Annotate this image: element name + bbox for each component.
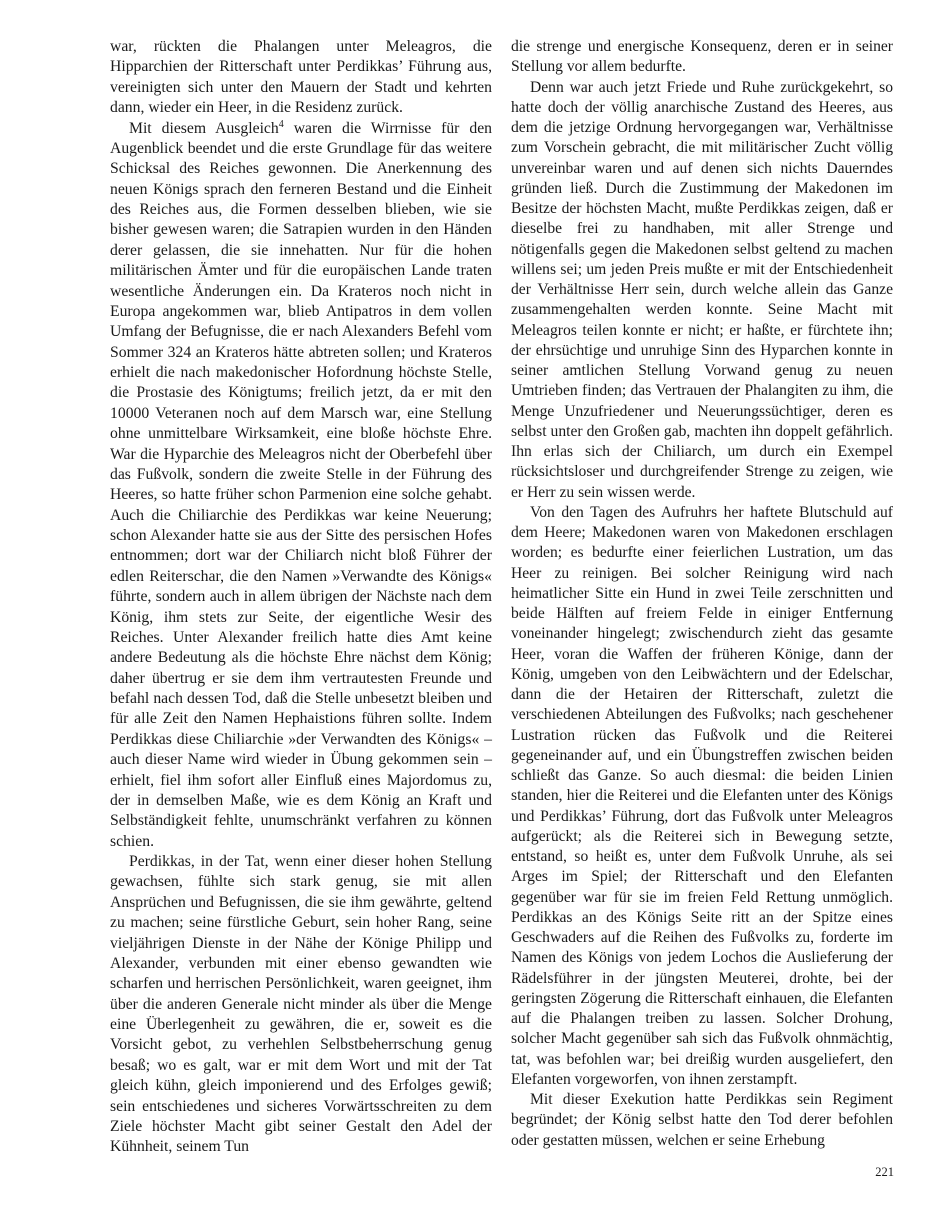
paragraph bbox=[110, 119, 492, 853]
paragraph: war, rückten die Phalangen unter Meleagros, die Hipparchien der Ritterschaft unter Perdikkas’ Führung aus, vereinigten sich unter den Mauern der Stadt und kehrten dann, wieder ein Heer, in die Residenz zurück. bbox=[110, 38, 492, 117]
left-column bbox=[110, 37, 492, 1158]
paragraph: Von den Tagen des Aufruhrs her haftete Blutschuld auf dem Heere; Makedonen waren von Makedonen erschlagen worden; es bedurfte einer feierlichen Lustration, um das Heer zu reinigen. Bei solcher Reinigung wird nach heimatlicher Sitte ein Hund in zwei Teile zerschnitten und beide Hälften auf freiem Felde in einiger Entfernung voneinander hingelegt; zwischendurch zieht das gesamte Heer, voran die Waffen der früheren Könige, dann der König, umgeben von den Leibwächtern und der Edelschar, dann die der Hetairen der Ritterschaft, zuletzt die verschiedenen Abteilungen des Fußvolks; nach geschehener Lustration rücken das Fußvolk und die Reiterei gegeneinander auf, und ein Übungstreffen zwischen beiden schließt das Ganze. So auch diesmal: die beiden Linien standen, hier die Reiterei und die Elefanten unter des Königs und Perdikkas’ Führung, dort das Fußvolk unter Meleagros aufgerückt; als die Reiterei sich in Bewegung setzte, entstand, so heißt es, unter dem Fußvolk Unruhe, als sei Arges im Spiel; der Ritterschaft und den Elefanten gegenüber war für sie im freien Feld Rettung unmöglich. Perdikkas an des Königs Seite ritt an der Spitze eines Geschwaders auf die Reihen des Fußvolks zu, forderte im Namen des Königs von jedem Lochos die Auslieferung der Rädelsführer in der jüngsten Meuterei, drohte, bei der geringsten Zögerung die Ritterschaft einhauen, die Elefanten auf die Phalangen treiben zu lassen. Solcher Drohung, solcher Macht gegenüber sah sich das Fußvolk ohnmächtig, tat, was befohlen war; bei dreißig wurden ausgeliefert, den Elefanten vorgeworfen, von ihnen zerstampft. bbox=[511, 503, 893, 1088]
paragraph: Perdikkas, in der Tat, wenn einer dieser hohen Stellung gewachsen, fühlte sich stark genug, sie mit allen Ansprüchen und Befugnissen, die sie ihm gewährte, geltend zu machen; seine fürstliche Geburt, sein hoher Rang, seine vieljährigen Dienste in der Nähe der Könige Philipp und Alexander, verbunden mit einer ebenso gewandten wie scharfen und herrischen Persönlichkeit, waren geeignet, ihm über die anderen Generale nicht minder als über die Menge eine Überlegenheit zu gewähren, die er, soweit es die Vorsicht gebot, zu verhehlen Selbstbeherrschung genug besaß; wo es galt, war er mit dem Wort und mit der Tat gleich kühn, gleich imponierend und des Erfolges gewiß; sein entschiedenes und sicheres Vorwärtsschreiten zu dem Ziele höchster Macht gibt seiner Gestalt den Adel der Kühnheit, seinem Tun bbox=[110, 853, 492, 1156]
paragraph: Mit dieser Exekution hatte Perdikkas sein Regiment begründet; der König selbst hatte den Tod derer befohlen oder gestatten müssen, welchen er seine Erhebung bbox=[511, 1091, 893, 1149]
page-number: 221 bbox=[875, 1165, 894, 1179]
paragraph: Denn war auch jetzt Friede und Ruhe zurückgekehrt, so hatte doch der völlig anarchische Zustand des Heeres, aus dem die jetzige Ordnung hervorgegangen war, Verhältnisse zum Vorschein gebracht, die mit militärischer Zucht völlig unvereinbar waren und auf denen sich nichts Dauerndes gründen ließ. Durch die Zustimmung der Makedonen im Besitze der höchsten Macht, mußte Perdikkas zeigen, daß er dieselbe frei zu handhaben, mit aller Strenge und nötigenfalls gegen die Makedonen selbst geltend zu machen willens sei; um jeden Preis mußte er mit der Entschiedenheit der Verhältnisse Herr sein, durch welche allein das Ganze zusammengehalten werden konnte. Seine Macht mit Meleagros teilen konnte er nicht; er haßte, er fürchtete ihn; der ehrsüchtige und unruhige Sinn des Hyparchen konnte in seiner amtlichen Stellung Vorwand genug zu neuen Umtrieben finden; das Vertrauen der Phalangiten zu ihm, die Menge Unzufriedener und Neuerungssüchtiger, deren es selbst unter den Großen gab, machten ihn doppelt gefährlich. Ihn erlas sich der Chiliarch, um durch ein Exempel rücksichtsloser und durchgreifender Strenge zu zeigen, wie er Herr zu sein wissen werde. bbox=[511, 78, 893, 501]
paragraph-text: Mit diesem Ausgleich bbox=[129, 119, 279, 137]
paragraph-text: waren die Wirrnisse für den Augenblick beendet und die erste Grundlage für das weitere Schicksal des Reiches gewonnen. Die Anerkennung des neuen Königs sprach den ferneren Bestand und die Einheit des Reiches aus, die Formen desselben blieben, wie sie bisher gewesen waren; die Satrapien wurden in den Händen derer gelassen, die sie innehatten. Nur für die hohen militärischen Ämter und für die europäischen Lande traten wesentliche Änderungen ein. Da Krateros noch nicht in Europa angekommen war, blieb Antipatros in dem vollen Umfang der Befugnisse, die er nach Alexanders Befehl vom Sommer 324 an Krateros hätte abtreten sollen; und Krateros erhielt die nach makedonischer Hofordnung höchste Stelle, die Prostasie des Königtums; freilich jetzt, da er mit den 10000 Veteranen noch auf dem Marsch war, eine Stellung ohne unmittelbare Wirksamkeit, eine bloße höchste Ehre. War die Hyparchie des Meleagros nicht der Oberbefehl über das Fußvolk, sondern die zweite Stelle in der Führung des Heeres, so hatte früher schon Parmenion eine solche gehabt. Auch die Chiliarchie des Perdikkas war keine Neuerung; schon Alexander hatte sie aus der Sitte des persischen Hofes entnommen; dort war der Chiliarch nicht bloß Führer der edlen Reiterschar, die den Namen »Verwandte des Königs« führte, sondern auch in allem übrigen der Nächste nach dem König, ihm stets zur Seite, der eigentliche Wesir des Reiches. Unter Alexander freilich hatte dies Amt keine andere Bedeutung als die höchste Ehre nächst dem König; daher übertrug er sie dem ihm vertrautesten Freunde und befahl nach dessen Tod, daß die Stelle unbesetzt bleiben und für alle Zeit den Namen Hephaistions führen sollte. Indem Perdikkas diese Chiliarchie »der Verwandten des Königs« – auch dieser Name wird wieder in Übung gekommen sein – erhielt, fiel ihm sofort aller Einfluß eines Majordomus zu, der in demselben Maße, wie es dem König an Kraft und Selbständigkeit fehlte, unumschränkt verfahren zu können schien. bbox=[110, 119, 492, 850]
paragraph: die strenge und energische Konsequenz, deren er in seiner Stellung vor allem bedurfte. bbox=[511, 38, 893, 76]
right-column bbox=[511, 37, 893, 1151]
footnote-marker: 4 bbox=[278, 118, 284, 130]
